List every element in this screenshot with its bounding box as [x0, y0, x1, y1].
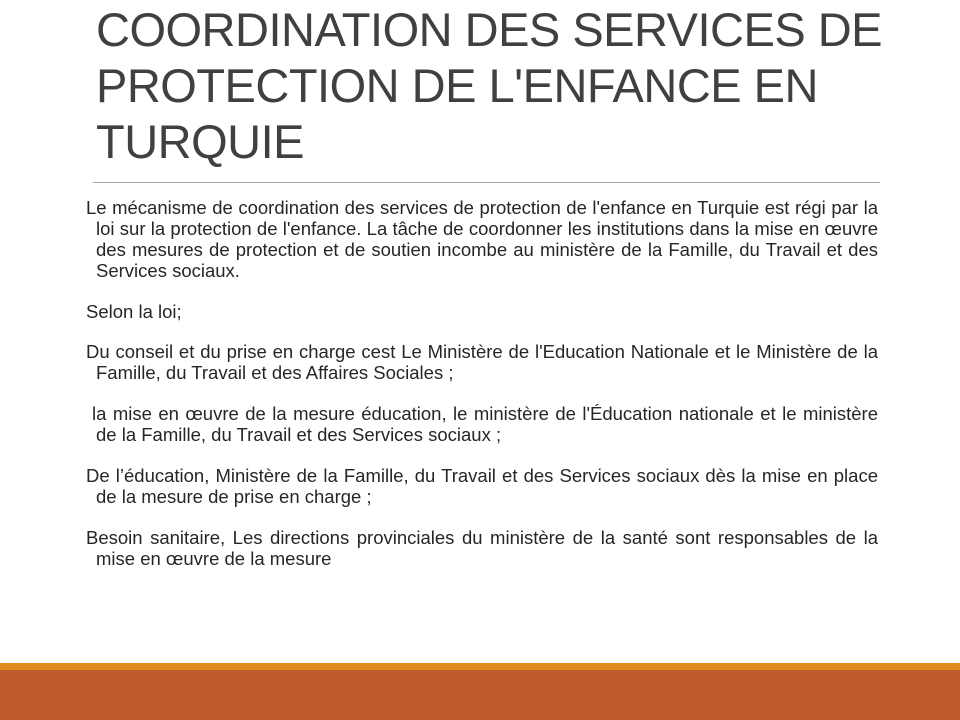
title-divider: [93, 182, 880, 183]
paragraph-selon-la-loi: Selon la loi;: [86, 301, 182, 322]
footer-accent-stripe: [0, 663, 960, 670]
slide-body: [86, 197, 878, 589]
paragraph-conseil: Du conseil et du prise en charge cest Le Ministère de l'Education Nationale et le Ministère de la Famille, du Travail et des Affaires Sociales ;: [86, 341, 878, 383]
paragraph-education-measure: la mise en œuvre de la mesure éducation, le ministère de l'Éducation nationale et le ministère de la Famille, du Travail et des Services sociaux ;: [92, 403, 878, 445]
slide-title: COORDINATION DES SERVICES DE PROTECTION DE L'ENFANCE EN TURQUIE: [96, 3, 883, 168]
footer-bar: [0, 670, 960, 720]
paragraph-sanitaire: Besoin sanitaire, Les directions provinciales du ministère de la santé sont responsables de la mise en œuvre de la mesure: [86, 527, 878, 569]
paragraph-education: De l’éducation, Ministère de la Famille, du Travail et des Services sociaux dès la mise en place de la mesure de prise en charge ;: [86, 465, 878, 507]
paragraph-intro: Le mécanisme de coordination des services de protection de l'enfance en Turquie est régi par la loi sur la protection de l'enfance. La tâche de coordonner les institutions dans la mise en œuvre des mesures de protection et de soutien incombe au ministère de la Famille, du Travail et des Services sociaux.: [86, 197, 878, 281]
